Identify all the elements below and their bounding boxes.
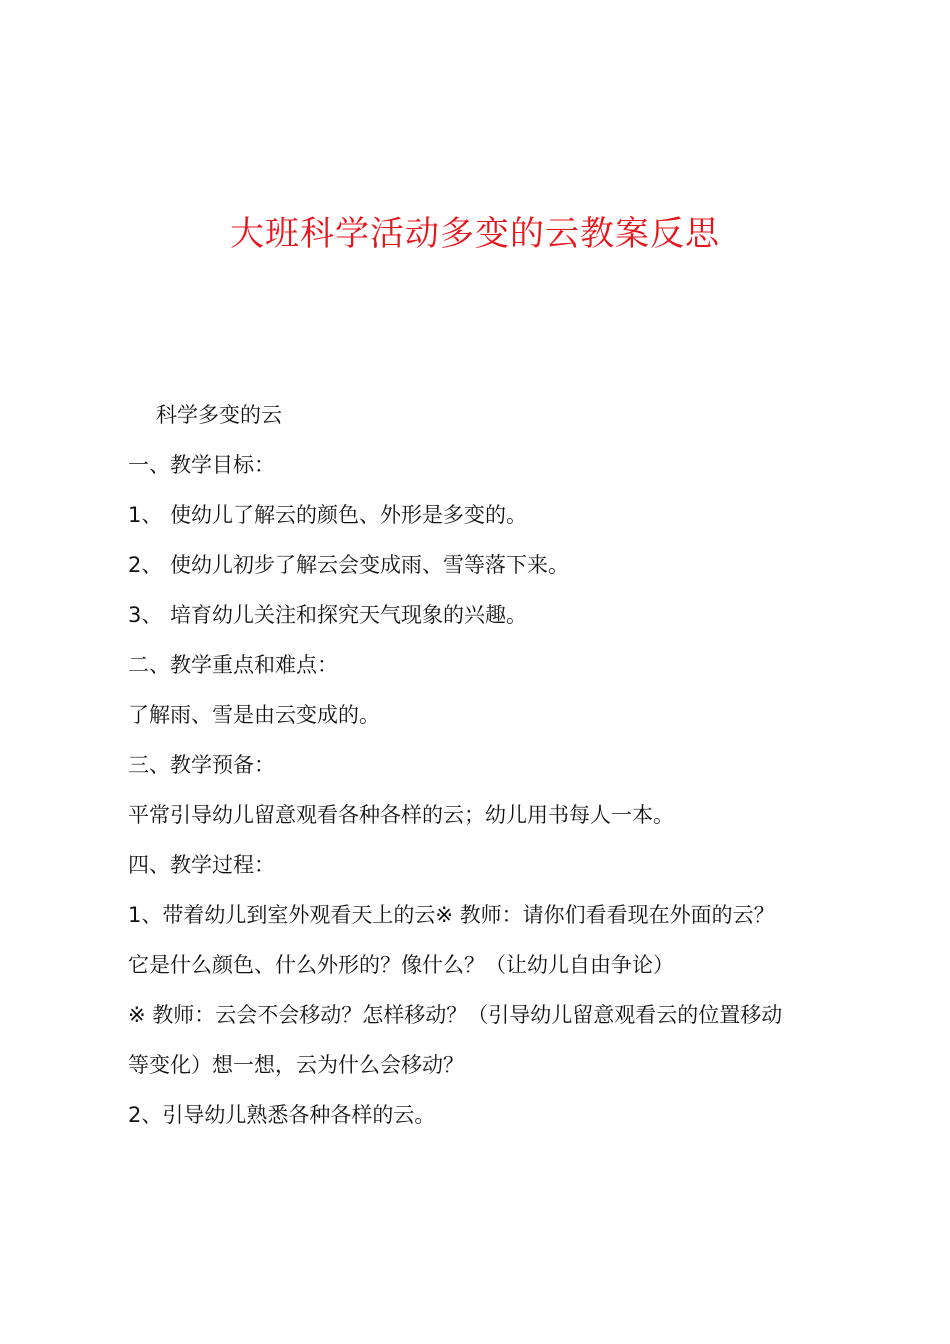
goal-item — [128, 490, 848, 540]
process-line: 2、引导幼儿熟悉各种各样的云。 — [128, 1103, 436, 1127]
goal-item-text: 使幼儿初步了解云会变成雨、雪等落下来。 — [170, 553, 569, 577]
section-heading-goals: 一、教学目标： — [128, 453, 275, 477]
subtitle: 科学多变的云 — [156, 403, 282, 427]
goal-item-number: 1、 — [128, 503, 163, 527]
section-heading-preparation: 三、教学预备： — [128, 753, 275, 777]
process-line: 1、带着幼儿到室外观看天上的云※ 教师：请你们看看现在外面的云？ — [128, 903, 775, 927]
process-line: 等变化）想一想，云为什么会移动？ — [128, 1053, 464, 1077]
goal-item — [128, 590, 848, 640]
goal-item-number: 2、 — [128, 553, 163, 577]
process-line: 它是什么颜色、什么外形的？像什么？（让幼儿自由争论） — [128, 953, 674, 977]
key-points-text: 了解雨、雪是由云变成的。 — [128, 703, 380, 727]
goal-item-text: 使幼儿了解云的颜色、外形是多变的。 — [170, 503, 527, 527]
section-heading-key-points: 二、教学重点和难点： — [128, 653, 338, 677]
goal-item — [128, 540, 848, 590]
section-heading-process: 四、教学过程： — [128, 853, 275, 877]
goal-item-number: 3、 — [128, 603, 163, 627]
preparation-text: 平常引导幼儿留意观看各种各样的云；幼儿用书每人一本。 — [128, 803, 674, 827]
document-body — [128, 390, 848, 1140]
document-title: 大班科学活动多变的云教案反思 — [230, 214, 720, 254]
goal-item-text: 培育幼儿关注和探究天气现象的兴趣。 — [170, 603, 527, 627]
process-line: ※ 教师：云会不会移动？怎样移动？（引导幼儿留意观看云的位置移动 — [128, 1003, 783, 1027]
